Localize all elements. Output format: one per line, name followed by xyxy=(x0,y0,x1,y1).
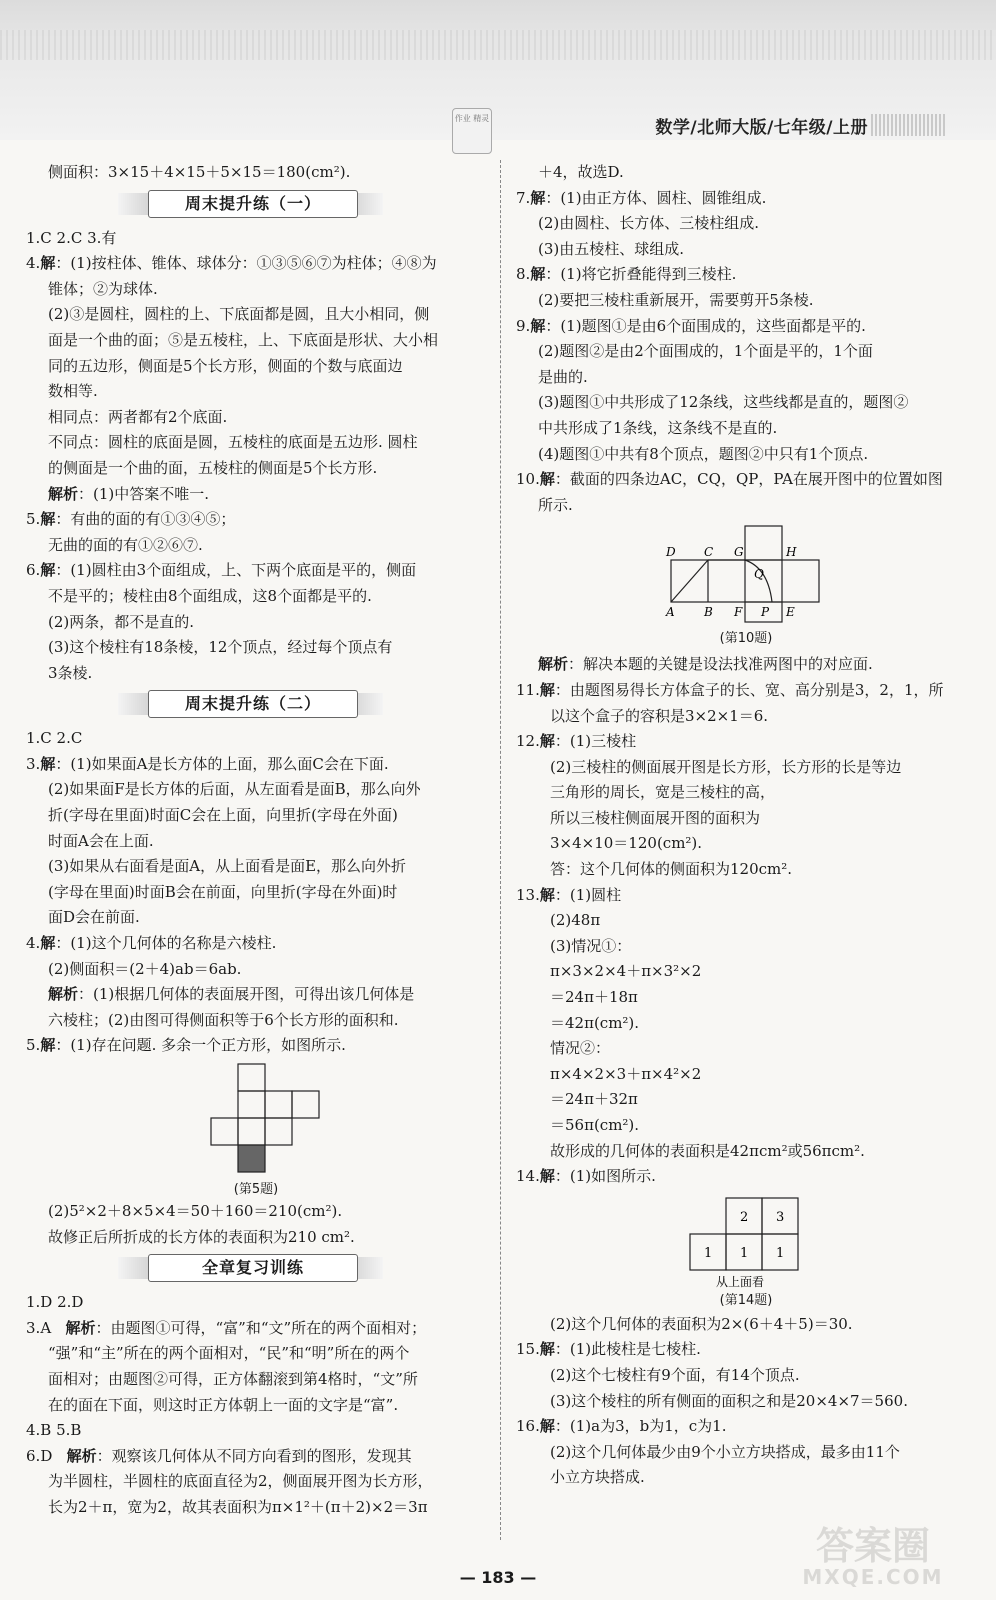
watermark-text: 答案圈 xyxy=(815,1524,930,1568)
column-divider xyxy=(500,160,501,1540)
watermark-url: MXQE.COM xyxy=(802,1565,944,1589)
q-text: ：(1)a为3，b为1，c为1. xyxy=(554,1417,727,1436)
text-line: ＝42π(cm²). xyxy=(550,1013,640,1032)
q-text: ：(1)三棱柱 xyxy=(554,732,637,751)
section-title: 全章复习训练 xyxy=(148,1254,358,1282)
q-text: ：由题图易得长方体盒子的长、宽、高分别是3，2，1，所 xyxy=(554,680,944,699)
text-line: 所以三棱柱侧面展开图的面积为 xyxy=(550,808,761,827)
text-line: (2)侧面积＝(2＋4)ab＝6ab. xyxy=(48,959,242,978)
q-answer: A xyxy=(40,1318,52,1337)
text-line: (3)情况①： xyxy=(550,936,632,955)
q-number: 8. xyxy=(516,265,531,284)
label-C: C xyxy=(704,545,714,560)
section-header-2 xyxy=(26,690,486,720)
analysis-label: 解析 xyxy=(48,484,79,503)
text-line: (字母在里面)时面B会在前面，向里折(字母在外面)时 xyxy=(48,882,398,901)
label-P: P xyxy=(761,605,770,620)
text-line xyxy=(26,931,486,957)
label-G: G xyxy=(734,545,744,560)
text-line: 面相对；由题图②可得，正方体翻滚到第4格时，“文”所 xyxy=(48,1369,418,1388)
q-text: ：观察该几何体从不同方向看到的图形，发现其 xyxy=(96,1446,412,1465)
text-line xyxy=(516,186,976,212)
q-label: 解 xyxy=(539,1417,555,1436)
q-label: 解 xyxy=(40,754,56,773)
text-line: 中共形成了1条线，这条线不是直的. xyxy=(538,418,778,437)
text-line: ＝24π＋32π xyxy=(550,1090,638,1109)
q-text: ：(1)由正方体、圆柱、圆锥组成. xyxy=(545,188,767,207)
q-label: 解 xyxy=(40,934,56,953)
text-line: π×3×2×4＋π×3²×2 xyxy=(550,962,702,981)
text-line xyxy=(26,982,486,1008)
q-label: 解 xyxy=(539,732,555,751)
text-line: (2)③是圆柱，圆柱的上、下底面都是圆，且大小相同，侧 xyxy=(48,305,430,324)
text-line: 的侧面是一个曲的面，五棱柱的侧面是5个长方形. xyxy=(48,458,378,477)
text-line xyxy=(516,729,976,755)
q-text: ：解决本题的关键是设法找准两图中的对应面. xyxy=(568,655,873,674)
text-line: 在的面在下面，则这时正方体朝上一面的文字是“富”. xyxy=(48,1395,399,1414)
text-line xyxy=(516,467,976,493)
label-D: D xyxy=(666,545,676,560)
label-E: E xyxy=(786,605,795,620)
text-line: 同的五边形，侧面是5个长方形，侧面的个数与底面边 xyxy=(48,356,403,375)
q-number: 5. xyxy=(26,510,41,529)
text-line: ＋4，故选D. xyxy=(538,163,624,181)
text-line: (2)要把三棱柱重新展开，需要剪开5条棱. xyxy=(538,290,814,309)
q-number: 6. xyxy=(26,561,41,580)
stamp-logo xyxy=(452,108,492,154)
q-label: 解 xyxy=(539,885,555,904)
text-line xyxy=(26,507,486,533)
text-line xyxy=(516,262,976,288)
q-number: 3. xyxy=(26,1318,41,1337)
q-number: 13. xyxy=(516,885,540,904)
text-line: 面D会在前面. xyxy=(48,908,140,927)
q-number: 4. xyxy=(26,934,41,953)
text-line: 故形成的几何体的表面积是42πcm²或56πcm². xyxy=(550,1141,865,1160)
q-text: ：(1)中答案不唯一. xyxy=(78,484,210,503)
q-text: ：(1)如果面A是长方体的上面，那么面C会在下面. xyxy=(55,754,389,773)
view-label: 从上面看 xyxy=(716,1274,765,1288)
text-line: (2)三棱柱的侧面展开图是长方形，长方形的长是等边 xyxy=(550,757,902,776)
q-label: 解 xyxy=(530,265,546,284)
text-line xyxy=(516,678,976,704)
q-text: ：由题图①可得，“富”和“文”所在的两个面相对； xyxy=(95,1318,427,1337)
section-title: 周末提升练（一） xyxy=(148,190,358,218)
text-line: (4)题图①中共有8个顶点，题图②中只有1个顶点. xyxy=(538,444,869,463)
q-number: 15. xyxy=(516,1340,540,1359)
section-title: 周末提升练（二） xyxy=(148,690,358,718)
text-line: (2)这个七棱柱有9个面，有14个顶点. xyxy=(550,1365,800,1384)
grid-cell: 1 xyxy=(704,1245,713,1261)
grid-cell: 2 xyxy=(740,1209,749,1225)
text-line: (3)如果从右面看是面A，从上面看是面E，那么向外折 xyxy=(48,857,407,876)
watermark-logo xyxy=(768,1525,978,1590)
analysis-label: 解析 xyxy=(65,1318,96,1337)
q-label: 解 xyxy=(40,254,56,273)
text-line: 六棱柱；(2)由图可得侧面积等于6个长方形的面积和. xyxy=(48,1010,399,1029)
grid-cell: 1 xyxy=(740,1245,749,1261)
text-line: 数相等. xyxy=(48,382,98,401)
text-line: 不是平的；棱柱由8个面组成，这8个面都是平的. xyxy=(48,586,372,605)
section-header-1 xyxy=(26,190,486,220)
text-line: 1.C 2.C 3.有 xyxy=(26,228,117,247)
text-line: 4.B 5.B xyxy=(26,1421,82,1440)
text-line: ＝24π＋18π xyxy=(550,988,638,1007)
text-line: 以这个盒子的容积是3×2×1＝6. xyxy=(550,706,769,725)
text-line: (2)这个几何体最少由9个小立方块搭成，最多由11个 xyxy=(550,1442,900,1461)
q-number: 7. xyxy=(516,188,531,207)
text-line: 所示. xyxy=(538,495,573,514)
q-number: 9. xyxy=(516,316,531,335)
grid-cell: 1 xyxy=(776,1245,785,1261)
analysis-label: 解析 xyxy=(538,655,569,674)
analysis-label: 解析 xyxy=(48,985,79,1004)
text-line xyxy=(26,251,486,277)
text-line xyxy=(516,883,976,909)
text-line: (2)48π xyxy=(550,911,601,930)
net-diagram xyxy=(26,1059,486,1177)
q-label: 解 xyxy=(539,1340,555,1359)
text-line: (3)题图①中共形成了12条线，这些线都是直的，题图② xyxy=(538,393,909,412)
text-line: 情况②： xyxy=(550,1039,611,1058)
text-line: ＝56π(cm²). xyxy=(550,1116,640,1134)
figure-14 xyxy=(516,1190,976,1288)
q-number: 12. xyxy=(516,732,540,751)
q-number: 14. xyxy=(516,1167,540,1186)
figure-10 xyxy=(516,518,976,626)
top-view-grid xyxy=(516,1190,976,1288)
label-F: F xyxy=(734,605,743,620)
text-line: (3)这个棱柱的所有侧面的面积之和是20×4×7＝560. xyxy=(550,1391,908,1410)
q-number: 16. xyxy=(516,1417,540,1436)
text-line: 侧面积：3×15＋4×15＋5×15＝180(cm²). xyxy=(48,163,351,181)
text-line: 答：这个几何体的侧面积为120cm². xyxy=(550,860,793,879)
text-line xyxy=(26,482,486,508)
text-line: (2)题图②是由2个面围成的，1个面是平的，1个面 xyxy=(538,342,873,361)
q-text: ：(1)圆柱由3个面组成，上、下两个底面是平的，侧面 xyxy=(55,561,417,580)
q-number: 3. xyxy=(26,754,41,773)
q-answer: D xyxy=(40,1446,53,1465)
text-line: 时面A会在上面. xyxy=(48,831,154,850)
text-line: 3×4×10＝120(cm²). xyxy=(550,834,703,853)
q-label: 解 xyxy=(40,561,56,580)
text-line: 1.C 2.C xyxy=(26,729,83,748)
text-line: π×4×2×3＋π×4²×2 xyxy=(550,1064,702,1083)
text-line: 相同点：两者都有2个底面. xyxy=(48,407,228,426)
q-number: 4. xyxy=(26,254,41,273)
text-line: (2)如果面F是长方体的后面，从左面看是面B，那么向外 xyxy=(48,780,421,799)
text-line xyxy=(26,1444,486,1470)
q-label: 解 xyxy=(40,1036,56,1055)
figure-caption: (第10题) xyxy=(719,631,773,647)
text-line xyxy=(26,1033,486,1059)
text-line: 三角形的周长，宽是三棱柱的高， xyxy=(550,783,776,802)
text-line xyxy=(26,752,486,778)
q-text: ：(1)按柱体、锥体、球体分：①③⑤⑥⑦为柱体；④⑧为 xyxy=(55,254,437,273)
text-line: 小立方块搭成. xyxy=(550,1468,645,1487)
label-H: H xyxy=(786,545,797,560)
header-dots xyxy=(871,114,946,136)
text-line: 1.D 2.D xyxy=(26,1293,84,1312)
q-label: 解 xyxy=(530,316,546,335)
text-line xyxy=(26,1316,486,1342)
text-line xyxy=(516,1414,976,1440)
q-number: 5. xyxy=(26,1036,41,1055)
text-line: (2)5²×2＋8×5×4＝50＋160＝210(cm²). xyxy=(48,1202,343,1220)
book-title: 数学/北师大版/七年级/上册 xyxy=(655,118,868,138)
text-line: 不同点：圆柱的底面是圆，五棱柱的底面是五边形. 圆柱 xyxy=(48,433,418,452)
page-header xyxy=(0,0,996,140)
text-line: 故修正后所折成的长方体的表面积为210 cm². xyxy=(48,1227,355,1246)
q-label: 解 xyxy=(40,510,56,529)
text-line xyxy=(516,652,976,678)
label-Q: Q xyxy=(754,567,764,582)
q-text: ：(1)这个几何体的名称是六棱柱. xyxy=(55,934,277,953)
q-text: ：(1)根据几何体的表面展开图，可得出该几何体是 xyxy=(78,985,415,1004)
text-line: 是曲的. xyxy=(538,367,588,386)
q-text: ：(1)将它折叠能得到三棱柱. xyxy=(545,265,737,284)
q-label: 解 xyxy=(539,1167,555,1186)
header-pattern xyxy=(0,30,996,60)
figure-caption: (第14题) xyxy=(719,1292,773,1308)
analysis-label: 解析 xyxy=(66,1446,97,1465)
label-A: A xyxy=(666,605,675,620)
text-line xyxy=(516,1164,976,1190)
q-number: 11. xyxy=(516,680,540,699)
text-line xyxy=(26,558,486,584)
figure-5 xyxy=(26,1059,486,1177)
text-line xyxy=(516,1337,976,1363)
text-line: (2)这个几何体的表面积为2×(6＋4＋5)＝30. xyxy=(550,1314,853,1333)
q-number: 10. xyxy=(516,470,540,489)
grid-cell: 3 xyxy=(776,1209,785,1225)
right-column xyxy=(516,160,976,1491)
text-line: 无曲的面的有①②⑥⑦. xyxy=(48,535,203,554)
text-line: 锥体；②为球体. xyxy=(48,279,158,298)
text-line: (2)由圆柱、长方体、三棱柱组成. xyxy=(538,214,760,233)
text-line: 长为2＋π，宽为2，故其表面积为π×1²＋(π＋2)×2＝3π xyxy=(48,1497,428,1516)
q-text: ：(1)题图①是由6个面围成的，这些面都是平的. xyxy=(545,316,866,335)
q-label: 解 xyxy=(530,188,546,207)
text-line: (3)这个棱柱有18条棱，12个顶点，经过每个顶点有 xyxy=(48,638,393,657)
text-line xyxy=(516,314,976,340)
q-label: 解 xyxy=(539,680,555,699)
q-text: ：(1)如图所示. xyxy=(554,1167,656,1186)
section-header-3 xyxy=(26,1254,486,1284)
text-line: 折(字母在里面)时面C会在上面，向里折(字母在外面) xyxy=(48,806,398,825)
text-line: 为半圆柱，半圆柱的底面直径为2，侧面展开图为长方形， xyxy=(48,1472,433,1491)
text-line: 3条棱. xyxy=(48,663,93,682)
text-line: (3)由五棱柱、球组成. xyxy=(538,239,685,258)
q-number: 6. xyxy=(26,1446,41,1465)
text-line: 面是一个曲的面；⑤是五棱柱，上、下底面是形状、大小相 xyxy=(48,330,439,349)
text-line: “强”和“主”所在的两个面相对，“民”和“明”所在的两个 xyxy=(48,1344,410,1363)
figure-caption: (第5题) xyxy=(233,1182,279,1197)
page-number: — 183 — xyxy=(459,1568,537,1587)
q-text: ：(1)存在问题. 多余一个正方形，如图所示. xyxy=(55,1036,346,1055)
left-column xyxy=(26,160,486,1521)
q-text: ：(1)圆柱 xyxy=(554,885,622,904)
stamp-text: 作业 精灵 xyxy=(454,114,490,123)
q-label: 解 xyxy=(539,470,555,489)
q-text: ：(1)此棱柱是七棱柱. xyxy=(554,1340,701,1359)
q-text: ：截面的四条边AC，CQ，QP，PA在展开图中的位置如图 xyxy=(554,470,943,489)
q-text: ：有曲的面的有①③④⑤； xyxy=(55,510,236,529)
text-line: (2)两条，都不是直的. xyxy=(48,612,195,631)
unfolded-cube-diagram xyxy=(516,518,976,626)
label-B: B xyxy=(704,605,713,620)
